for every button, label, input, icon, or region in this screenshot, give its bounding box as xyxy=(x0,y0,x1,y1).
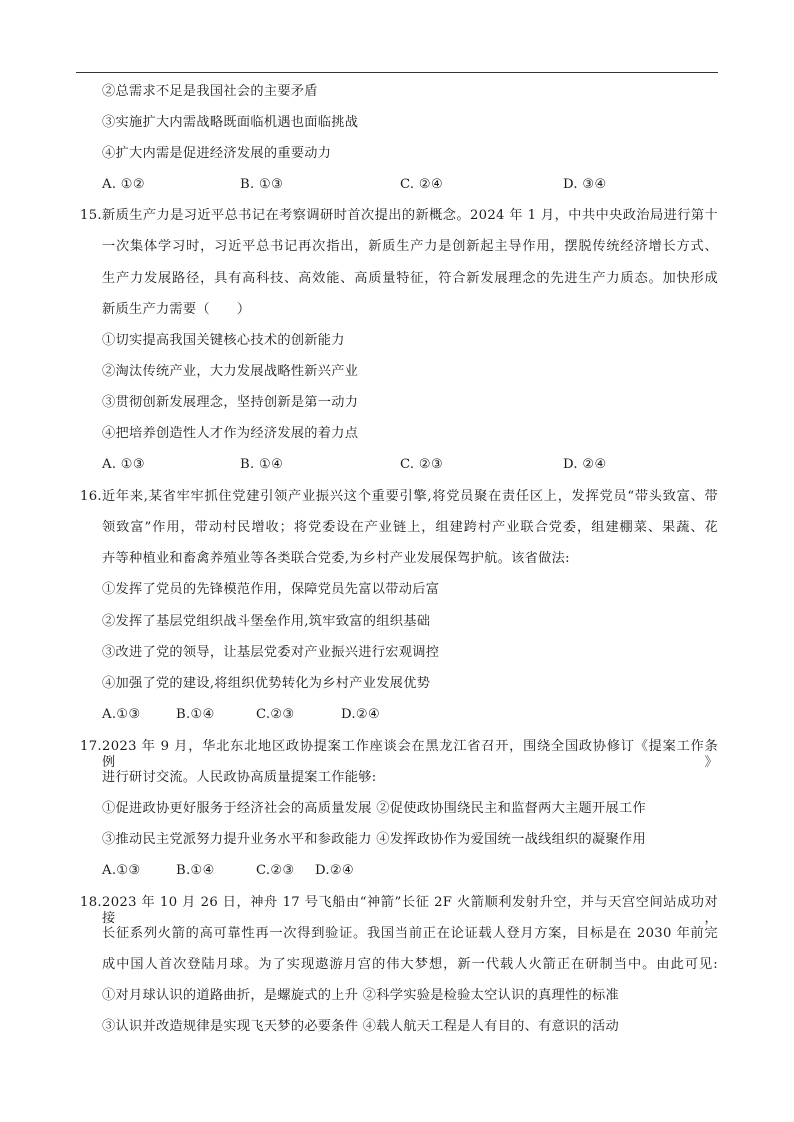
q17-stem-line-2: 进行研讨交流。人民政协高质量提案工作能够: xyxy=(102,770,377,785)
q14-option-2: ②总需求不足是我国社会的主要矛盾 xyxy=(102,84,318,99)
q18-options-row-1: ①对月球认识的道路曲折，是螺旋式的上升 ②科学实验是检验太空认识的真理性的标准 xyxy=(102,988,620,1003)
q14-option-3: ③实施扩大内需战略既面临机遇也面临挑战 xyxy=(102,115,359,130)
q18-options-row-2: ③认识并改造规律是实现飞天梦的必要条件 ④载人航天工程是人有目的、有意识的活动 xyxy=(102,1019,620,1034)
q15-stem-line-3: 生产力发展路径，具有高科技、高效能、高质量特征，符合新发展理念的先进生产力质态。加快形成 xyxy=(102,271,718,286)
q16-number: 16. xyxy=(80,489,102,504)
q14-choice-a: A. ①② xyxy=(102,177,146,192)
q18-number: 18. xyxy=(80,895,102,910)
q15-choice-a: A. ①③ xyxy=(102,457,146,472)
q16-choice-b: B.①④ xyxy=(176,707,215,722)
q16-stem-line-1: 近年来,某省牢牢抓住党建引领产业振兴这个重要引擎,将党员聚在责任区上，发挥党员“带头致富、带 xyxy=(102,489,718,504)
q17-choice-b: B.①④ xyxy=(176,863,215,878)
q17-stem-line-1: 2023 年 9 月，华北东北地区政协提案工作座谈会在黑龙江省召开，围绕全国政协修订《提案工作条例》 xyxy=(102,739,718,770)
q16-stem-line-2: 领致富”作用，带动村民增收；将党委设在产业链上，组建跨村产业联合党委，组建棚菜、果蔬、花 xyxy=(102,520,718,535)
q17-number: 17. xyxy=(80,739,102,754)
q15-stem-line-2: 一次集体学习时，习近平总书记再次指出，新质生产力是创新起主导作用，摆脱传统经济增长方式、 xyxy=(102,239,718,254)
q16-stem-line-3: 卉等种植业和畜禽养殖业等各类联合党委,为乡村产业发展保驾护航。该省做法: xyxy=(102,551,570,566)
q16-option-2: ②发挥了基层党组织战斗堡垒作用,筑牢致富的组织基础 xyxy=(102,614,431,629)
q16-option-4: ④加强了党的建设,将组织优势转化为乡村产业发展优势 xyxy=(102,676,431,691)
q17-options-row-2: ③推动民主党派努力提升业务水平和参政能力 ④发挥政协作为爱国统一战线组织的凝聚作用 xyxy=(102,832,646,847)
q15-choice-b: B. ①④ xyxy=(240,457,284,472)
q15-option-2: ②淘汰传统产业，大力发展战略性新兴产业 xyxy=(102,364,359,379)
q15-number: 15. xyxy=(80,208,102,223)
q14-choice-b: B. ①③ xyxy=(240,177,284,192)
q14-choice-d: D. ③④ xyxy=(563,177,607,192)
q17-choice-d: D.②④ xyxy=(315,863,355,878)
q16-choice-d: D.②④ xyxy=(341,707,381,722)
q17-choice-c: C.②③ xyxy=(256,863,295,878)
q14-choice-c: C. ②④ xyxy=(400,177,444,192)
q16-choice-a: A.①③ xyxy=(102,707,141,722)
q18-stem-line-1: 2023 年 10 月 26 日，神舟 17 号飞船由“神箭”长征 2F 火箭顺利发射升空，并与天宫空间站成功对接， xyxy=(102,895,718,926)
q15-stem-line-4: 新质生产力需要（ ） xyxy=(102,302,251,317)
q15-stem-line-1: 新质生产力是习近平总书记在考察调研时首次提出的新概念。2024 年 1 月，中共中央政治局进行第十 xyxy=(102,208,718,223)
q15-option-1: ①切实提高我国关键核心技术的创新能力 xyxy=(102,333,345,348)
q14-option-4: ④扩大内需是促进经济发展的重要动力 xyxy=(102,146,332,161)
q18-stem-line-2: 长征系列火箭的高可靠性再一次得到验证。我国当前正在论证载人登月方案，目标是在 2030 年前完 xyxy=(102,926,718,941)
q16-choice-c: C.②③ xyxy=(256,707,295,722)
q17-choice-a: A.①③ xyxy=(102,863,141,878)
q16-option-1: ①发挥了党员的先锋模范作用，保障党员先富以带动后富 xyxy=(102,582,440,597)
q15-option-3: ③贯彻创新发展理念，坚持创新是第一动力 xyxy=(102,395,359,410)
q15-choice-d: D. ②④ xyxy=(563,457,607,472)
q15-choice-c: C. ②③ xyxy=(400,457,444,472)
q18-stem-line-3: 成中国人首次登陆月球。为了实现遨游月宫的伟大梦想，新一代载人火箭正在研制当中。由此可见: xyxy=(102,957,718,972)
q17-options-row-1: ①促进政协更好服务于经济社会的高质量发展 ②促使政协围绕民主和监督两大主题开展工作 xyxy=(102,801,646,816)
q16-option-3: ③改进了党的领导，让基层党委对产业振兴进行宏观调控 xyxy=(102,645,440,660)
header-rule xyxy=(76,72,718,73)
q15-option-4: ④把培养创造性人才作为经济发展的着力点 xyxy=(102,426,359,441)
